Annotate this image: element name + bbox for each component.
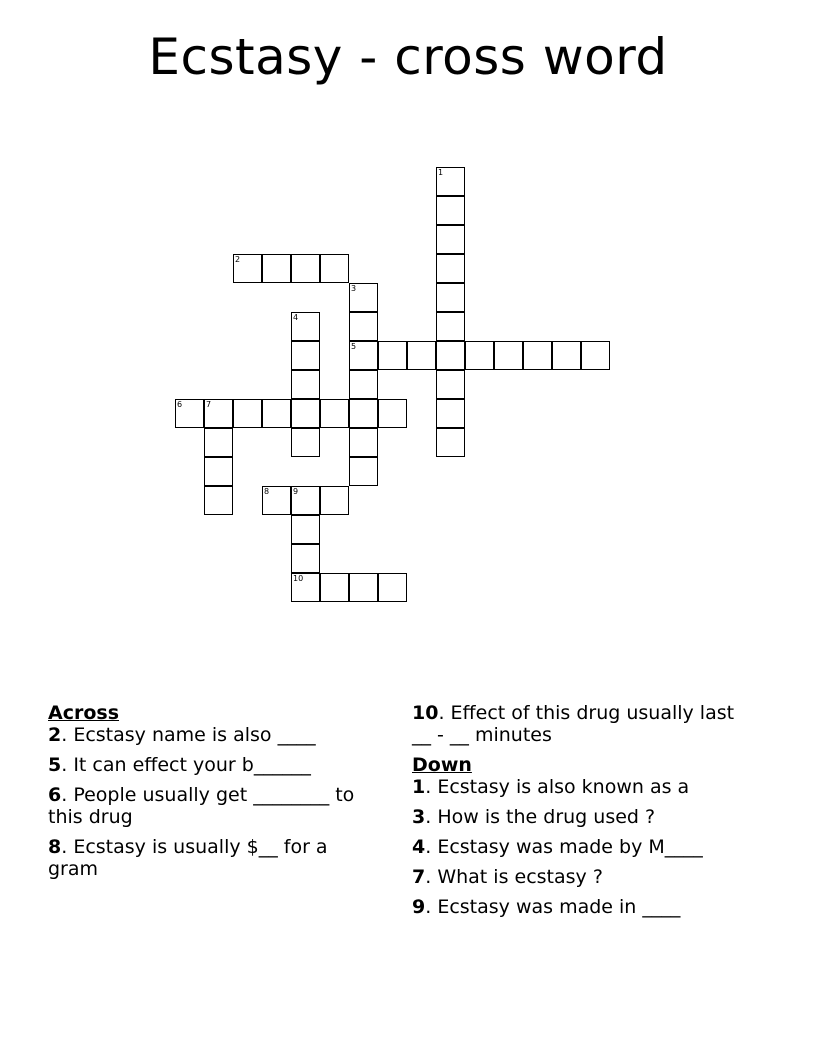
clue-down-3: 3. How is the drug used ? <box>412 806 656 828</box>
grid-cell[interactable] <box>204 457 233 486</box>
grid-cell[interactable] <box>262 399 291 428</box>
grid-cell[interactable] <box>349 573 378 602</box>
grid-cell[interactable] <box>436 399 465 428</box>
clue-down-7: 7. What is ecstasy ? <box>412 866 603 888</box>
grid-cell[interactable] <box>349 283 378 312</box>
grid-cell[interactable] <box>233 254 262 283</box>
grid-cell[interactable] <box>291 341 320 370</box>
grid-cell[interactable] <box>291 515 320 544</box>
grid-cell[interactable] <box>552 341 581 370</box>
clue-down-9: 9. Ecstasy was made in ____ <box>412 896 681 918</box>
grid-cell[interactable] <box>436 341 465 370</box>
grid-cell[interactable] <box>581 341 610 370</box>
grid-cell-number: 4 <box>293 313 299 322</box>
grid-cell[interactable] <box>378 399 407 428</box>
grid-cell[interactable] <box>349 428 378 457</box>
clue-across-5: 5. It can effect your b______ <box>48 754 311 776</box>
grid-cell-number: 7 <box>206 400 212 409</box>
grid-cell[interactable] <box>494 341 523 370</box>
grid-cell[interactable] <box>436 428 465 457</box>
grid-cell[interactable] <box>349 341 378 370</box>
grid-cell[interactable] <box>349 312 378 341</box>
grid-cell[interactable] <box>291 428 320 457</box>
grid-cell[interactable] <box>291 544 320 573</box>
grid-cell-number: 5 <box>351 342 357 351</box>
grid-cell[interactable] <box>349 457 378 486</box>
down-heading: Down <box>412 754 472 776</box>
grid-cell[interactable] <box>378 341 407 370</box>
clue-down-1: 1. Ecstasy is also known as a <box>412 776 690 798</box>
grid-cell[interactable] <box>204 486 233 515</box>
grid-cell-number: 8 <box>264 487 270 496</box>
grid-cell[interactable] <box>233 399 262 428</box>
clue-across-8: 8. Ecstasy is usually $__ for a gram <box>48 836 328 880</box>
grid-cell[interactable] <box>320 399 349 428</box>
grid-cell[interactable] <box>291 573 320 602</box>
grid-cell[interactable] <box>320 573 349 602</box>
grid-cell[interactable] <box>378 573 407 602</box>
page-title: Ecstasy - cross word <box>148 28 668 86</box>
grid-cell[interactable] <box>436 167 465 196</box>
grid-cell[interactable] <box>175 399 204 428</box>
grid-cell[interactable] <box>349 370 378 399</box>
grid-cell[interactable] <box>291 312 320 341</box>
grid-cell[interactable] <box>204 428 233 457</box>
grid-cell[interactable] <box>320 486 349 515</box>
clue-across-10: 10. Effect of this drug usually last __ - __ minutes <box>412 702 735 746</box>
grid-cell[interactable] <box>465 341 494 370</box>
grid-cell[interactable] <box>523 341 552 370</box>
grid-cell[interactable] <box>262 254 291 283</box>
grid-cell-number: 9 <box>293 487 299 496</box>
grid-cell[interactable] <box>407 341 436 370</box>
grid-cell[interactable] <box>291 399 320 428</box>
grid-cell[interactable] <box>291 370 320 399</box>
grid-cell-number: 6 <box>177 400 183 409</box>
grid-cell[interactable] <box>436 370 465 399</box>
grid-cell[interactable] <box>436 196 465 225</box>
grid-cell-number: 10 <box>293 574 304 583</box>
grid-cell[interactable] <box>436 312 465 341</box>
across-heading: Across <box>48 702 120 724</box>
grid-cell[interactable] <box>436 225 465 254</box>
grid-cell[interactable] <box>291 486 320 515</box>
clue-down-4: 4. Ecstasy was made by M____ <box>412 836 703 858</box>
clue-across-6: 6. People usually get ________ to this drug <box>48 784 355 828</box>
grid-cell[interactable] <box>320 254 349 283</box>
clues-column-left <box>48 702 378 888</box>
grid-cell-number: 2 <box>235 255 241 264</box>
grid-cell[interactable] <box>262 486 291 515</box>
grid-cell-number: 3 <box>351 284 357 293</box>
grid-cell[interactable] <box>204 399 233 428</box>
grid-cell[interactable] <box>291 254 320 283</box>
clue-across-2: 2. Ecstasy name is also ____ <box>48 724 316 746</box>
clues-column-right <box>412 702 757 926</box>
grid-cell-number: 1 <box>438 168 444 177</box>
grid-cell[interactable] <box>436 283 465 312</box>
grid-cell[interactable] <box>349 399 378 428</box>
grid-cell[interactable] <box>436 254 465 283</box>
